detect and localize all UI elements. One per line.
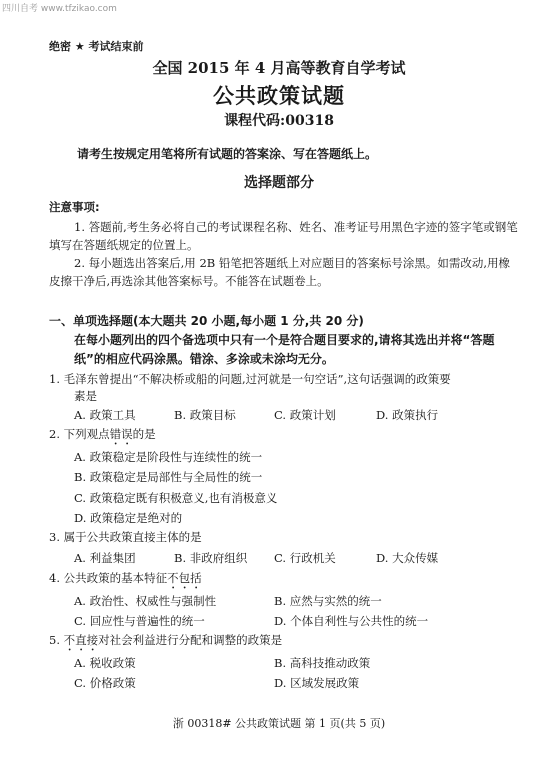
q1-option-b: B. 政策目标 xyxy=(174,408,236,422)
part1-desc-line-1: 在每小题列出的四个备选项中只有一个是符合题目要求的,请将其选出并将“答题 xyxy=(74,333,495,347)
q5-option-d: D. 区域发展政策 xyxy=(274,676,360,690)
exam-title: 全国 2015 年 4 月高等教育自学考试 xyxy=(152,59,406,77)
q3-option-c: C. 行政机关 xyxy=(274,551,336,565)
section-title: 选择题部分 xyxy=(244,175,314,191)
q2-stem-emphasis: 错误 xyxy=(109,427,133,441)
q1-stem-line-1: 1. 毛泽东曾提出“不解决桥或船的问题,过河就是一句空话”,这句话强调的政策要 xyxy=(49,372,451,386)
part1-desc-line-2: 纸”的相应代码涂黑。错涂、多涂或未涂均无分。 xyxy=(74,352,334,366)
q5-stem-emphasis: 不直接 xyxy=(63,633,99,647)
q5-option-c: C. 价格政策 xyxy=(74,676,136,690)
q1-stem-line-2: 素是 xyxy=(74,389,97,403)
q2-stem: 2. 下列观点错误的是 xyxy=(49,427,156,441)
notes-heading: 注意事项: xyxy=(49,200,100,214)
q2-option-a: A. 政策稳定是阶段性与连续性的统一 xyxy=(74,450,263,464)
note-2-line-1: 2. 每小题选出答案后,用 2B 铅笔把答题纸上对应题目的答案标号涂黑。如需改动,用橡 xyxy=(74,256,511,270)
q2-option-b: B. 政策稳定是局部性与全局性的统一 xyxy=(74,470,263,484)
q3-option-a: A. 利益集团 xyxy=(74,551,136,565)
page-footer: 浙 00318# 公共政策试题 第 1 页(共 5 页) xyxy=(172,717,386,730)
paper-title: 公共政策试题 xyxy=(213,83,345,108)
q2-option-d: D. 政策稳定是绝对的 xyxy=(74,511,183,525)
watermark: 四川自考 www.tfzikao.com xyxy=(2,4,117,14)
q1-option-c: C. 政策计划 xyxy=(274,408,336,422)
q4-option-c: C. 回应性与普遍性的统一 xyxy=(74,614,205,628)
part1-heading: 一、单项选择题(本大题共 20 小题,每小题 1 分,共 20 分) xyxy=(49,314,364,328)
note-2-line-2: 皮擦干净后,再选涂其他答案标号。不能答在试题卷上。 xyxy=(49,274,329,288)
note-1-line-2: 填写在答题纸规定的位置上。 xyxy=(49,238,199,252)
q5-option-a: A. 税收政策 xyxy=(74,656,136,670)
answer-instruction: 请考生按规定用笔将所有试题的答案涂、写在答题纸上。 xyxy=(77,147,378,161)
q3-option-d: D. 大众传媒 xyxy=(376,551,439,565)
q4-option-d: D. 个体自利性与公共性的统一 xyxy=(274,614,429,628)
q4-stem-emphasis: 不包括 xyxy=(167,571,202,585)
q3-stem: 3. 属于公共政策直接主体的是 xyxy=(49,530,202,544)
q3-option-b: B. 非政府组织 xyxy=(174,551,248,565)
q4-option-b: B. 应然与实然的统一 xyxy=(274,594,382,608)
q5-option-b: B. 高科技推动政策 xyxy=(274,656,371,670)
note-1-line-1: 1. 答题前,考生务必将自己的考试课程名称、姓名、准考证号用黑色字迹的签字笔或钢笔 xyxy=(74,220,518,234)
q1-option-a: A. 政策工具 xyxy=(74,408,136,422)
q5-stem: 5. 不直接对社会利益进行分配和调整的政策是 xyxy=(49,633,283,647)
q2-option-c: C. 政策稳定既有积极意义,也有消极意义 xyxy=(74,491,278,505)
q4-option-a: A. 政治性、权威性与强制性 xyxy=(74,594,217,608)
q4-stem: 4. 公共政策的基本特征不包括 xyxy=(49,571,202,585)
q1-option-d: D. 政策执行 xyxy=(376,408,439,422)
course-code: 课程代码:00318 xyxy=(224,113,334,129)
confidential-mark: 绝密 ★ 考试结束前 xyxy=(49,40,144,53)
